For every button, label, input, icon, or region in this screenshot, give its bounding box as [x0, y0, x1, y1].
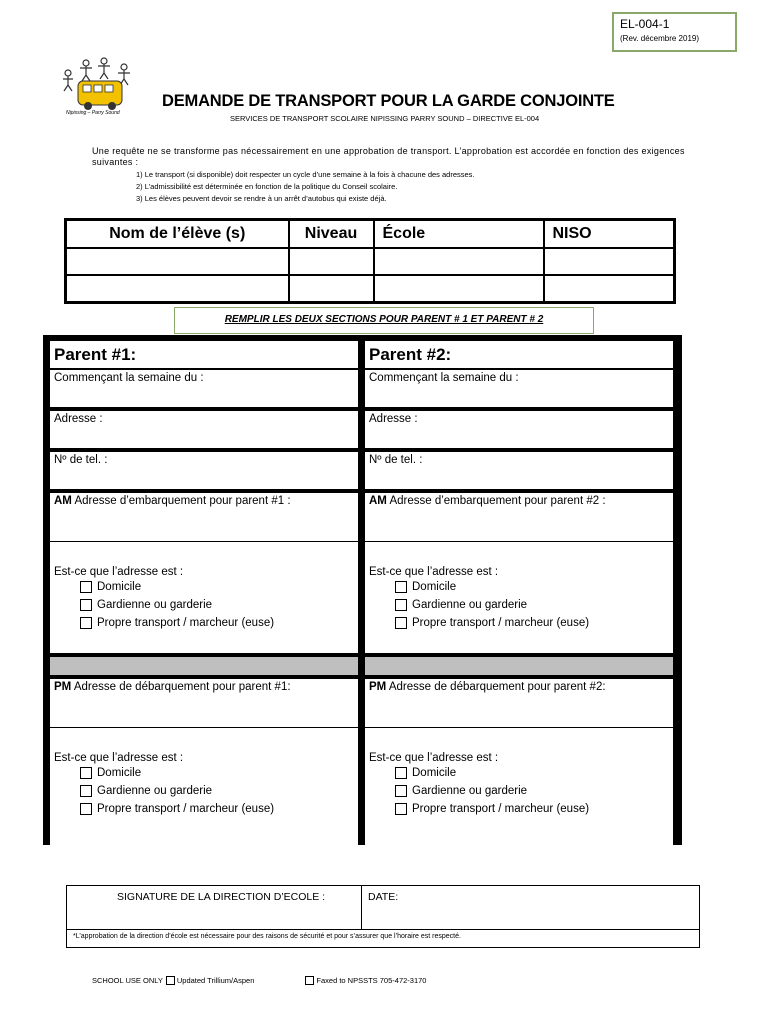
- parent-2-am-section: [365, 493, 673, 653]
- student-name-cell[interactable]: [66, 248, 289, 275]
- page-title: DEMANDE DE TRANSPORT POUR LA GARDE CONJOINTE: [162, 92, 615, 110]
- page-subtitle: SERVICES DE TRANSPORT SCOLAIRE NIPISSING PARRY SOUND – DIRECTIVE EL-004: [230, 114, 540, 123]
- option-label: Propre transport / marcheur (euse): [97, 803, 275, 815]
- parent-1-address-field[interactable]: [50, 411, 358, 448]
- address-label: Adresse :: [369, 413, 418, 425]
- option-label: Propre transport / marcheur (euse): [412, 803, 590, 815]
- date-label: DATE:: [368, 891, 399, 903]
- domicile-checkbox[interactable]: [80, 581, 92, 593]
- daycare-checkbox[interactable]: [80, 785, 92, 797]
- am-prefix: AM: [54, 495, 72, 507]
- parent-1-heading: Parent #1:: [50, 341, 358, 368]
- niso-cell[interactable]: [544, 248, 675, 275]
- parent-2-pm-section: [365, 679, 673, 845]
- am-label: Adresse d’embarquement pour parent #1 :: [74, 495, 291, 507]
- signature-label: SIGNATURE DE LA DIRECTION D’ECOLE :: [117, 891, 326, 903]
- date-field[interactable]: [362, 886, 700, 930]
- condition-item: 2) L’admissibilité est déterminée en fonction de la politique du Conseil scolaire.: [136, 182, 398, 191]
- pm-prefix: PM: [369, 681, 387, 693]
- school-cell[interactable]: [374, 275, 544, 302]
- option-label: Propre transport / marcheur (euse): [97, 617, 275, 629]
- logo-caption: Nipissing – Parry Sound: [66, 110, 120, 116]
- signature-field[interactable]: [67, 886, 362, 930]
- own-transport-checkbox[interactable]: [80, 803, 92, 815]
- domicile-checkbox[interactable]: [80, 767, 92, 779]
- daycare-checkbox[interactable]: [395, 599, 407, 611]
- own-transport-checkbox[interactable]: [395, 617, 407, 629]
- daycare-checkbox[interactable]: [395, 785, 407, 797]
- address-type-question: Est-ce que l’adresse est :: [54, 566, 184, 578]
- option-label: Propre transport / marcheur (euse): [412, 617, 590, 629]
- grey-divider: [365, 657, 673, 675]
- own-transport-checkbox[interactable]: [395, 803, 407, 815]
- header-student-name: Nom de l’élève (s): [66, 220, 289, 248]
- parent-1-phone-field[interactable]: [50, 452, 358, 489]
- am-label: Adresse d’embarquement pour parent #2 :: [389, 495, 606, 507]
- table-row: [66, 248, 675, 275]
- option-label: Domicile: [412, 767, 457, 779]
- condition-item: 1) Le transport (si disponible) doit respecter un cycle d’une semaine à la fois à chacune des adresses.: [136, 170, 475, 179]
- parent-2-phone-field[interactable]: [365, 452, 673, 489]
- option-label: Domicile: [97, 581, 142, 593]
- domicile-checkbox[interactable]: [395, 767, 407, 779]
- student-name-cell[interactable]: [66, 275, 289, 302]
- faxed-checkbox[interactable]: [305, 976, 314, 985]
- niso-cell[interactable]: [544, 275, 675, 302]
- option-label: Domicile: [97, 767, 142, 779]
- week-label: Commençant la semaine du :: [54, 372, 204, 384]
- header-level: Niveau: [289, 220, 374, 248]
- level-cell[interactable]: [289, 275, 374, 302]
- domicile-checkbox[interactable]: [395, 581, 407, 593]
- parent-1-pm-section: [50, 679, 358, 845]
- am-prefix: AM: [369, 495, 387, 507]
- students-table: [64, 218, 676, 304]
- parent-1-am-section: [50, 493, 358, 653]
- parent-2-heading: Parent #2:: [365, 341, 673, 368]
- table-row: [66, 275, 675, 302]
- parent-2-address-field[interactable]: [365, 411, 673, 448]
- form-revision: (Rev. décembre 2019): [620, 34, 699, 43]
- header-niso: NISO: [544, 220, 675, 248]
- parents-section: [43, 335, 682, 845]
- own-transport-checkbox[interactable]: [80, 617, 92, 629]
- option-label: Gardienne ou garderie: [412, 785, 528, 797]
- pm-label: Adresse de débarquement pour parent #1:: [73, 681, 291, 693]
- week-label: Commençant la semaine du :: [369, 372, 519, 384]
- daycare-checkbox[interactable]: [80, 599, 92, 611]
- grey-divider: [50, 657, 358, 675]
- intro-text: Une requête ne se transforme pas nécessairement en une approbation de transport. L’approbation est accordée en fonction des exigences suivantes :: [92, 146, 685, 167]
- section-banner: REMPLIR LES DEUX SECTIONS POUR PARENT # 1 ET PARENT # 2: [174, 307, 594, 334]
- parent-2-week-field[interactable]: [365, 370, 673, 407]
- option-label: Gardienne ou garderie: [97, 599, 213, 611]
- school-use-row: [92, 976, 426, 985]
- form-code: EL-004-1: [620, 17, 670, 31]
- signature-table: [66, 885, 700, 948]
- option-label: Gardienne ou garderie: [412, 599, 528, 611]
- option-label: Domicile: [412, 581, 457, 593]
- address-type-question: Est-ce que l’adresse est :: [54, 752, 184, 764]
- updated-trillium-checkbox[interactable]: [166, 976, 175, 985]
- option-label: Gardienne ou garderie: [97, 785, 213, 797]
- updated-trillium-label: Updated Trillium/Aspen: [176, 976, 255, 985]
- school-use-label: SCHOOL USE ONLY: [92, 976, 163, 985]
- form-code-box: [612, 12, 737, 52]
- parent-1-week-field[interactable]: [50, 370, 358, 407]
- condition-item: 3) Les élèves peuvent devoir se rendre à un arrêt d’autobus qui existe déjà.: [136, 194, 387, 203]
- address-type-question: Est-ce que l’adresse est :: [369, 566, 499, 578]
- level-cell[interactable]: [289, 248, 374, 275]
- conditions-list: [136, 169, 475, 205]
- header-school: École: [374, 220, 544, 248]
- school-cell[interactable]: [374, 248, 544, 275]
- faxed-label: Faxed to NPSSTS 705-472-3170: [316, 976, 427, 985]
- students-table-header: [66, 220, 675, 248]
- pm-prefix: PM: [54, 681, 72, 693]
- phone-label: Nº de tel. :: [369, 454, 423, 466]
- phone-label: Nº de tel. :: [54, 454, 108, 466]
- signature-note: *L’approbation de la direction d’école est nécessaire pour des raisons de sécurité et pour s’assurer que l’horaire est respecté.: [67, 930, 700, 948]
- address-label: Adresse :: [54, 413, 103, 425]
- address-type-question: Est-ce que l’adresse est :: [369, 752, 499, 764]
- pm-label: Adresse de débarquement pour parent #2:: [388, 681, 606, 693]
